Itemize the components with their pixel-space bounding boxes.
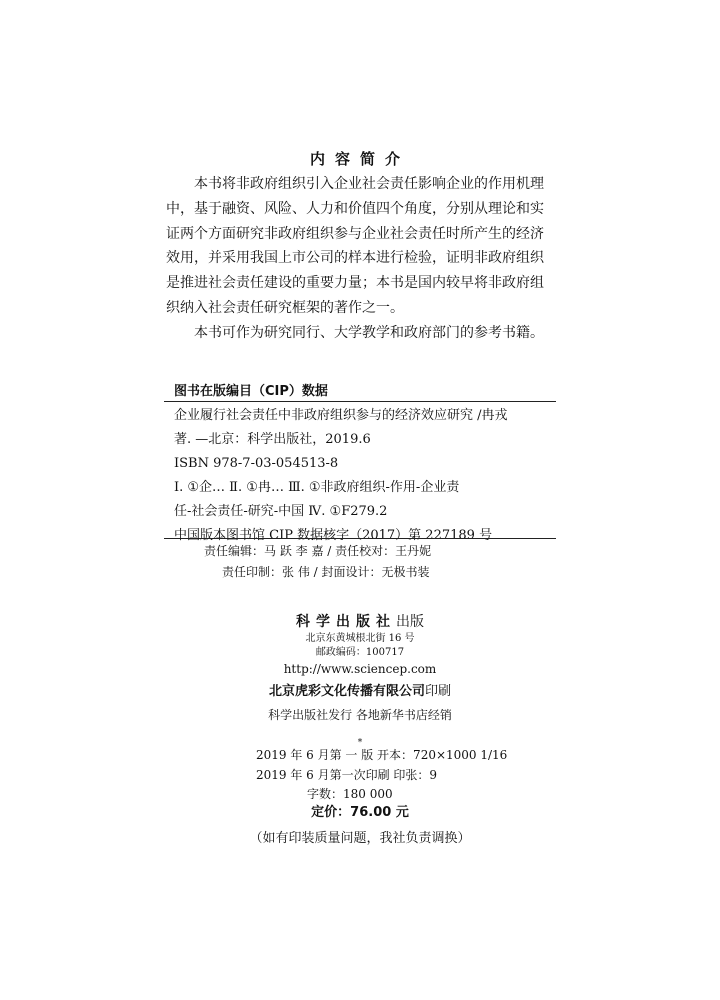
spec-line: 2019 年 6 月第一次印刷 印张：9	[256, 767, 438, 782]
publisher-postcode: 邮政编码：100717	[315, 647, 405, 658]
summary-title: 内容简介	[309, 150, 410, 168]
quality-notice: （如有印装质量问题，我社负责调换）	[249, 831, 471, 846]
cip-heading: 图书在版编目（CIP）数据	[174, 384, 328, 399]
editor-credits	[0, 541, 720, 583]
cip-line: 企业履行社会责任中非政府组织参与的经济效应研究 /冉戎	[174, 408, 508, 423]
cip-line: 任-社会责任-研究-中国 Ⅳ. ①F279.2	[174, 504, 388, 519]
spec-line: 2019 年 6 月第 一 版 开本：720×1000 1/16	[256, 748, 508, 762]
separator-star: *	[357, 738, 363, 748]
publisher-url: http://www.sciencep.com	[283, 662, 437, 676]
publisher-logo-text: 科学出版社	[296, 614, 396, 630]
cip-bottom-rule	[164, 538, 556, 539]
edition-specs	[0, 746, 720, 805]
publisher-address: 北京东黄城根北街 16 号	[305, 633, 415, 644]
cip-line: Ⅰ. ①企… Ⅱ. ①冉… Ⅲ. ①非政府组织-作用-企业责	[174, 480, 460, 495]
cip-record	[174, 404, 554, 548]
cip-line: 著. —北京：科学出版社，2019.6	[174, 432, 371, 447]
summary-paragraph: 本书可作为研究同行、大学教学和政府部门的参考书籍。	[194, 324, 544, 341]
printer-name: 北京虎彩文化传播有限公司印刷	[268, 684, 452, 699]
publisher-block	[0, 612, 720, 754]
spec-line: 字数：180 000	[307, 787, 393, 801]
publisher-name: 科学出版社出版	[296, 614, 424, 630]
distribution-line: 科学出版社发行 各地新华书店经销	[268, 708, 452, 722]
cip-top-rule	[164, 401, 556, 402]
cip-number: 中国版本图书馆 CIP 数据核字（2017）第 227189 号	[174, 528, 493, 543]
summary-text	[166, 172, 556, 346]
summary-paragraph: 本书将非政府组织引入企业社会责任影响企业的作用机理中，基于融资、风险、人力和价值四个角度，分别从理论和实证两个方面研究非政府组织参与企业社会责任时所产生的经济效用，并采用我国上市公司的样本进行检验，证明非政府组织是推进社会责任建设的重要力量；本书是国内较早将非政府组织纳入社会责任研究框架的著作之一。	[166, 176, 544, 316]
editor-line: 责任编辑：马 跃 李 嘉 / 责任校对：王丹妮	[204, 544, 432, 558]
price: 定价：76.00 元	[311, 805, 409, 820]
editor-line: 责任印制：张 伟 / 封面设计：无极书装	[222, 565, 430, 579]
cip-isbn: ISBN 978-7-03-054513-8	[174, 456, 339, 471]
